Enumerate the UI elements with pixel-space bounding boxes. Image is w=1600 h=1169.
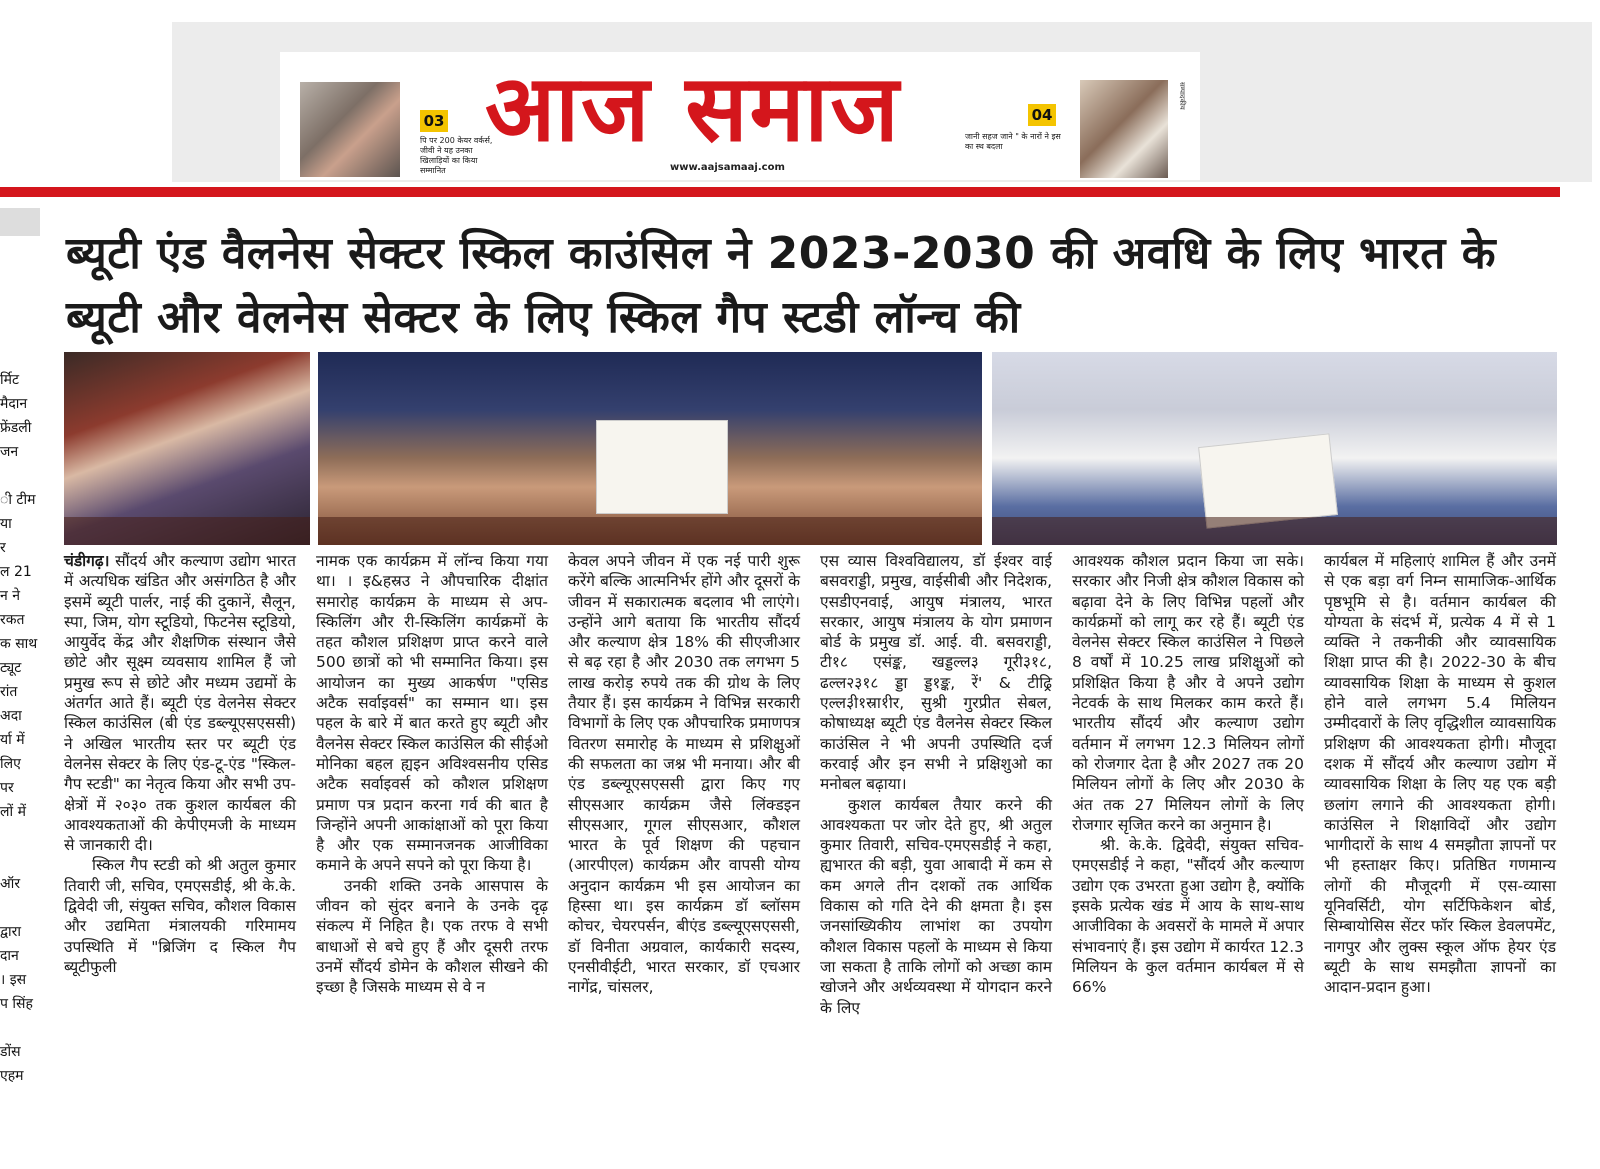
paragraph: केवल अपने जीवन में एक नई पारी शुरू करेंगे बल्कि आत्मनिर्भर होंगे और दूसरों के जीवन में सकारात्मक बदलाव भी लाएंगे। उन्होंने आगे बताया कि भारतीय सौंदर्य और कल्याण क्षेत्र 18% की सीएजीआर से बढ़ रहा है और 2030 तक लगभग 5 लाख करोड़ रुपये तक की ग्रोथ के लिए तैयार हैं। इस कार्यक्रम ने विभिन्न सरकारी विभागों के लिए एक औपचारिक प्रमाणपत्र वितरण समारोह के माध्यम से प्रशिक्षुओं की सफलता का जश्न भी मनाया। और बी एंड डब्ल्यूएसएससी द्वारा किए गए सीएसआर कार्यक्रम जैसे लिंक्डइन सीएसआर, गूगल सीएसआर, कौशल भारत के पूर्व शिक्षण की पहचान (आरपीएल) कार्यक्रम और वापसी योग्य अनुदान कार्यक्रम भी इस आयोजन का हिस्सा था। इस कार्यक्रम डॉ ब्लॉसम कोचर, चेयरपर्सन, बीएंड डब्ल्यूएसएससी, डॉ विनीता अग्रवाल, कार्यकारी सदस्य, एनसीवीईटी, भारत सरकार, डॉ एचआर नागेंद्र, चांसलर,	[568, 552, 800, 997]
page-badge-left: 03	[420, 110, 448, 132]
adjacent-text-fragment: या	[0, 516, 12, 532]
adjacent-text-fragment: दान	[0, 948, 19, 964]
red-rule	[0, 187, 1560, 197]
photo-graduates	[992, 352, 1557, 545]
adjacent-text-fragment: ल 21	[0, 564, 32, 580]
adjacent-text-fragment: ी टीम	[0, 492, 36, 508]
page-badge-right: 04	[1028, 104, 1056, 126]
newspaper-logo: आज समाज	[485, 54, 901, 162]
adjacent-text-fragment: जन	[0, 444, 19, 460]
paragraph: नामक एक कार्यक्रम में लॉन्च किया गया था। । इ&हस्रउ ने औपचारिक दीक्षांत समारोह कार्यक्रम के माध्यम से अप-स्किलिंग और री-स्किलिंग कार्यक्रमों के तहत कौशल प्रशिक्षण प्राप्त करने वाले 500 छात्रों को भी सम्मानित किया। इस आयोजन का मुख्य आकर्षण "एसिड अटैक सर्वाइवर्स" का सम्मान था। इस पहल के बारे में बात करते हुए ब्यूटी और वैलनेस सेक्टर स्किल काउंसिल की सीईओ मोनिका बहल ह्यइन अविश्वसनीय एसिड अटैक सर्वाइवर्स को कौशल प्रशिक्षण प्रमाण पत्र प्रदान करना गर्व की बात है जिन्होंने अपनी आकांक्षाओं को पूरा किया है और एक सम्मानजनक आजीविका कमाने के अपने सपने को पूरा किया है।	[316, 552, 548, 875]
adjacent-text-fragment: रकत	[0, 612, 25, 628]
article-column-2	[316, 551, 548, 998]
adjacent-text-fragment: पर	[0, 780, 14, 796]
adjacent-text-fragment: रांत	[0, 684, 18, 700]
article-column-5	[1072, 551, 1304, 998]
article-column-3	[568, 551, 800, 998]
adjacent-text-fragment: ऑर	[0, 876, 21, 892]
adjacent-text-fragment: र्मिट	[0, 372, 20, 388]
photo-group-stage	[318, 352, 982, 545]
paragraph-text: सौंदर्य और कल्याण उद्योग भारत में अत्यधिक खंडित और असंगठित है और इसमें ब्यूटी पार्लर, नाई की दुकानें, सैलून, स्पा, जिम, योग स्टूडियो, फिटनेस स्टूडियो, आयुर्वेद केंद्र और शैक्षणिक संस्थान जैसे छोटे और सूक्ष्म व्यवसाय शामिल हैं जो प्रमुख रूप से छोटे और मध्यम उद्यमों के अंतर्गत आते हैं। ब्यूटी एंड वेलनेस सेक्टर स्किल काउंसिल (बी एंड डब्ल्यूएसएससी) ने अखिल भारतीय स्तर पर ब्यूटी एंड वेलनेस सेक्टर के लिए एंड-टू-एंड "स्किल-गैप स्टडी" का नेतृत्व किया और सभी उप-क्षेत्रों में २०३० तक कुशल कार्यबल की आवश्यकताओं की केपीएमजी के माध्यम से जानकारी दी।	[64, 552, 296, 855]
adjacent-text-fragment: डोंस	[0, 1044, 21, 1060]
masthead-photo-right	[1080, 80, 1168, 178]
adjacent-text-fragment: एहम	[0, 1068, 24, 1084]
certificate-board	[596, 420, 728, 514]
adjacent-text-fragment: प सिंह	[0, 996, 33, 1012]
stage	[318, 517, 982, 545]
adjacent-text-fragment: ट्यूट	[0, 660, 22, 676]
paragraph: कुशल कार्यबल तैयार करने की आवश्यकता पर जोर देते हुए, श्री अतुल कुमार तिवारी, सचिव-एमएसडीई ने कहा, ह्यभारत की बड़ी, युवा आबादी में कम से कम अगले तीन दशकों तक आर्थिक विकास को गति देने की क्षमता है। इस जनसांख्यिकीय लाभांश का उपयोग कौशल विकास पहलों के माध्यम से किया जा सकता है ताकि लोगों को अच्छा काम खोजने और अर्थव्यवस्था में योगदान करने के लिए	[820, 795, 1052, 1017]
adjacent-text-fragment: फ्रेंडली	[0, 420, 32, 436]
article-column-1	[64, 551, 296, 977]
stage	[64, 517, 310, 545]
adjacent-text-fragment: अदा	[0, 708, 22, 724]
adjacent-header-block	[0, 208, 40, 236]
newspaper-url: www.aajsamaaj.com	[670, 162, 785, 173]
photo-lamp-lighting	[64, 352, 310, 545]
article-column-6	[1324, 551, 1556, 998]
adjacent-column-fragment	[0, 208, 40, 1168]
paragraph: उनकी शक्ति उनके आसपास के जीवन को सुंदर बनाने के उनके दृढ़ संकल्प में निहित है। एक तरफ वे सभी बाधाओं से बचे हुए हैं और दूसरी तरफ उनमें सौंदर्य डोमेन के कौशल सीखने की इच्छा है जिसके माध्यम से वे न	[316, 876, 548, 997]
adjacent-text-fragment: मैदान	[0, 396, 28, 412]
paragraph: श्री. के.के. द्विवेदी, संयुक्त सचिव-एमएसडीई ने कहा, "सौंदर्य और कल्याण उद्योग एक उभरता हुआ उद्योग है, क्योंकि इसके प्रत्येक खंड में आय के साथ-साथ आजीविका के अवसरों के मामले में अपार संभावनाएं हैं। इस उद्योग में कार्यरत 12.3 मिलियन के कुल वर्तमान कार्यबल में से 66%	[1072, 836, 1304, 997]
paragraph: एस व्यास विश्वविद्यालय, डॉ ईश्वर वाई बसवराड्डी, प्रमुख, वाईसीबी और निदेशक, एसडीएनवाई, आयुष मंत्रालय, भारत सरकार, आयुष मंत्रालय के योग प्रमाणन बोर्ड के प्रमुख डॉ. आई. वी. बसवराड्डी, टी१८ एसंङ्क, खड्डल्ल३ गूरी३१८, ढल्ल२३१८ ड्डा ड्ड१ङ्क, रें' & टीढ्रि एल्ल३ी१स्रा१ीर, सुश्री गुरप्रीत सेबल, कोषाध्यक्ष ब्यूटी एंड वैलनेस सेक्टर स्किल काउंसिल ने भी अपनी उपस्थिति दर्ज करवाई और इन सभी ने प्रक्षिशुओ का मनोबल बढ़ाया।	[820, 552, 1052, 794]
side-tag: सम्पादकीय	[1178, 82, 1186, 110]
paragraph: आवश्यक कौशल प्रदान किया जा सके। सरकार और निजी क्षेत्र कौशल विकास को बढ़ावा देने के लिए विभिन्न पहलों और कार्यक्रमों को लागू कर रहे हैं। ब्यूटी एंड वेलनेस सेक्टर स्किल काउंसिल ने पिछले 8 वर्षों में 10.25 लाख प्रशिक्षुओं को प्रशिक्षित किया है और वे अपने उद्योग नेटवर्क के साथ मिलकर काम करते हैं। भारतीय सौंदर्य और कल्याण उद्योग वर्तमान में लगभग 12.3 मिलियन लोगों को रोजगार देता है और 2027 तक 20 मिलियन लोगों के लिए और 2030 के अंत तक 27 मिलियन लोगों के लिए रोजगार सृजित करने का अनुमान है।	[1072, 552, 1304, 834]
certificate-board	[1198, 433, 1338, 528]
masthead	[280, 52, 1200, 180]
adjacent-text-fragment: द्वारा	[0, 924, 22, 940]
adjacent-text-fragment: क साथ	[0, 636, 38, 652]
adjacent-text-fragment: । इस	[0, 972, 27, 988]
adjacent-text-fragment: लिए	[0, 756, 21, 772]
article-column-4	[820, 551, 1052, 1018]
adjacent-text-fragment: र	[0, 540, 6, 556]
masthead-photo-left	[300, 82, 400, 177]
paragraph: कार्यबल में महिलाएं शामिल हैं और उनमें से एक बड़ा वर्ग निम्न सामाजिक-आर्थिक पृष्ठभूमि से है। वर्तमान कार्यबल की योग्यता के संदर्भ में, प्रत्येक 4 में से 1 व्यक्ति ने तकनीकी और व्यावसायिक शिक्षा प्राप्त की है। 2022-30 के बीच व्यावसायिक शिक्षा के माध्यम से कुशल होने वाले लगभग 5.4 मिलियन उम्मीदवारों के लिए वृद्धिशील व्यावसायिक प्रशिक्षण की आवश्यकता होगी। मौजूदा दशक में सौंदर्य और कल्याण उद्योग में व्यावसायिक शिक्षा के लिए यह एक बड़ी छलांग लगाने की आवश्यकता होगी। काउंसिल ने शिक्षाविदों और उद्योग भागीदारों के साथ 4 समझौता ज्ञापनों पर भी हस्ताक्षर किए। प्रतिष्ठित गणमान्य लोगों की मौजूदगी में एस-व्यासा यूनिवर्सिटी, योग सर्टिफिकेशन बोर्ड, सिम्बायोसिस सेंटर फॉर स्किल डेवलपमेंट, नागपुर और लुक्स स्कूल ऑफ हेयर एंड ब्यूटी के साथ समझौता ज्ञापनों का आदान-प्रदान हुआ।	[1324, 552, 1556, 997]
teaser-right: जानी सहज जाने " के नारों ने इस का स्थ बदला	[965, 132, 1061, 151]
adjacent-text-fragment: न ने	[0, 588, 20, 604]
paragraph	[64, 551, 296, 855]
teaser-left: पि पर 200 केयर वर्कर्स, जीवी ने यह उनका खिलाड़ियों का किया सम्मानित	[420, 136, 493, 175]
paragraph: स्किल गैप स्टडी को श्री अतुल कुमार तिवारी जी, सचिव, एमएसडीई, श्री के.के. द्विवेदी जी, संयुक्त सचिव, कौशल विकास और उद्यमिता मंत्रालयकी गरिमामय उपस्थिति में "ब्रिजिंग द स्किल गैप ब्यूटीफुली	[64, 856, 296, 976]
headline: ब्यूटी एंड वैलनेस सेक्टर स्किल काउंसिल ने 2023-2030 की अवधि के लिए भारत के ब्यूटी और वेलनेस सेक्टर के लिए स्किल गैप स्टडी लॉन्च की	[66, 228, 1496, 343]
adjacent-text-fragment: लों में	[0, 804, 26, 820]
dateline: चंडीगढ़।	[64, 552, 110, 570]
adjacent-text-fragment: र्या में	[0, 732, 25, 748]
stage	[992, 517, 1557, 545]
